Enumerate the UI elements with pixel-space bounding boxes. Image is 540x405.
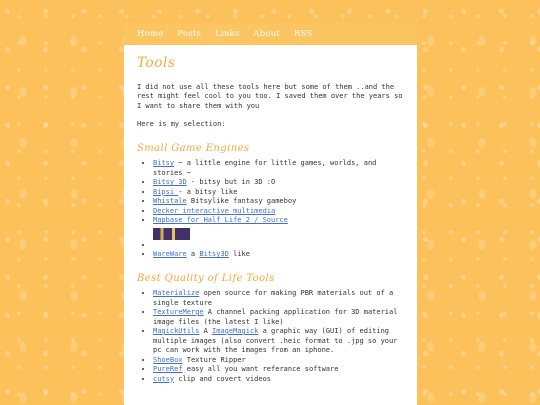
nav-about[interactable]: About bbox=[253, 29, 281, 39]
list-item: • WareWare a Bitsy3D like bbox=[153, 250, 404, 260]
list-item bbox=[153, 241, 404, 251]
link-bitsy3d[interactable]: Bitsy3D bbox=[199, 250, 229, 258]
content-panel bbox=[124, 23, 417, 405]
list-item bbox=[153, 207, 404, 217]
link-wareware[interactable]: WareWare bbox=[153, 250, 187, 258]
link-mapbase[interactable]: Mapbase for Half Life 2 / Source bbox=[153, 216, 288, 224]
link-bitsy[interactable]: Bitsy bbox=[153, 159, 175, 167]
link-cutsy[interactable]: cutsy bbox=[153, 374, 175, 383]
list-item: • Bitsy 3D - bitsy but in 3D :O bbox=[153, 178, 404, 188]
link-shoebox[interactable]: ShoeBox bbox=[153, 355, 183, 364]
section-heading-game-engines: Small Game Engines bbox=[137, 142, 250, 154]
link-bitsy-3d[interactable]: Bitsy 3D bbox=[153, 178, 187, 186]
top-nav bbox=[124, 23, 417, 45]
nav-posts[interactable]: Posts bbox=[177, 29, 202, 39]
nav-home[interactable]: Home bbox=[137, 29, 164, 39]
selection-text: Here is my selection: bbox=[137, 120, 226, 128]
list-item: • cutsy clip and covert videos bbox=[153, 375, 404, 385]
list-item: • Whistale Bitsylike fantasy gameboy bbox=[153, 197, 404, 207]
link-bipsi[interactable]: Bipsi bbox=[153, 187, 179, 196]
list-item: • Bitsy ~ a little engine for little games, worlds, and stories ~ bbox=[153, 159, 404, 178]
list-item: • ShoeBox Texture Ripper bbox=[153, 356, 404, 366]
section-heading-qol-tools: Best Quality of Life Tools bbox=[137, 272, 275, 284]
game-thumbnail-image[interactable] bbox=[153, 228, 190, 240]
page-content bbox=[124, 45, 417, 384]
link-decker[interactable]: Decker interactive multimedia bbox=[153, 206, 276, 215]
list-item bbox=[153, 216, 404, 241]
list-item: • TextureMerge A channel packing application for 3D material image files (the latest I like) bbox=[153, 308, 404, 327]
link-texturemerge[interactable]: TextureMerge bbox=[153, 308, 204, 316]
link-imagemagick[interactable]: ImageMagick bbox=[212, 327, 259, 335]
link-materialize[interactable]: Materialize bbox=[153, 289, 200, 297]
list-item: • Bipsi - a bitsy like bbox=[153, 188, 404, 198]
page-title: Tools bbox=[137, 55, 176, 71]
link-pureref[interactable]: PureRef bbox=[153, 365, 183, 373]
link-whistale[interactable]: Whistale bbox=[153, 197, 187, 205]
nav-links[interactable]: Links bbox=[215, 29, 240, 39]
list-item: • PureRef easy all you want referance software bbox=[153, 365, 404, 375]
link-magickutils[interactable]: MagickUtils bbox=[153, 327, 200, 335]
list-item: • Materialize open source for making PBR materials out of a single texture bbox=[153, 289, 404, 308]
game-engines-list bbox=[137, 159, 404, 260]
intro-text: I did not use all these tools here but some of them ..and the rest might feel cool to you too. I saved them over the years so I want to share them with you bbox=[137, 82, 403, 110]
list-item: • MagickUtils A ImageMagick a graphic way (GUI) of editing multiple images (also convert .heic format to .jpg so your pc can work with the images from an iphone. bbox=[153, 327, 404, 356]
nav-rss[interactable]: RSS bbox=[294, 29, 313, 39]
qol-tools-list bbox=[137, 289, 404, 384]
